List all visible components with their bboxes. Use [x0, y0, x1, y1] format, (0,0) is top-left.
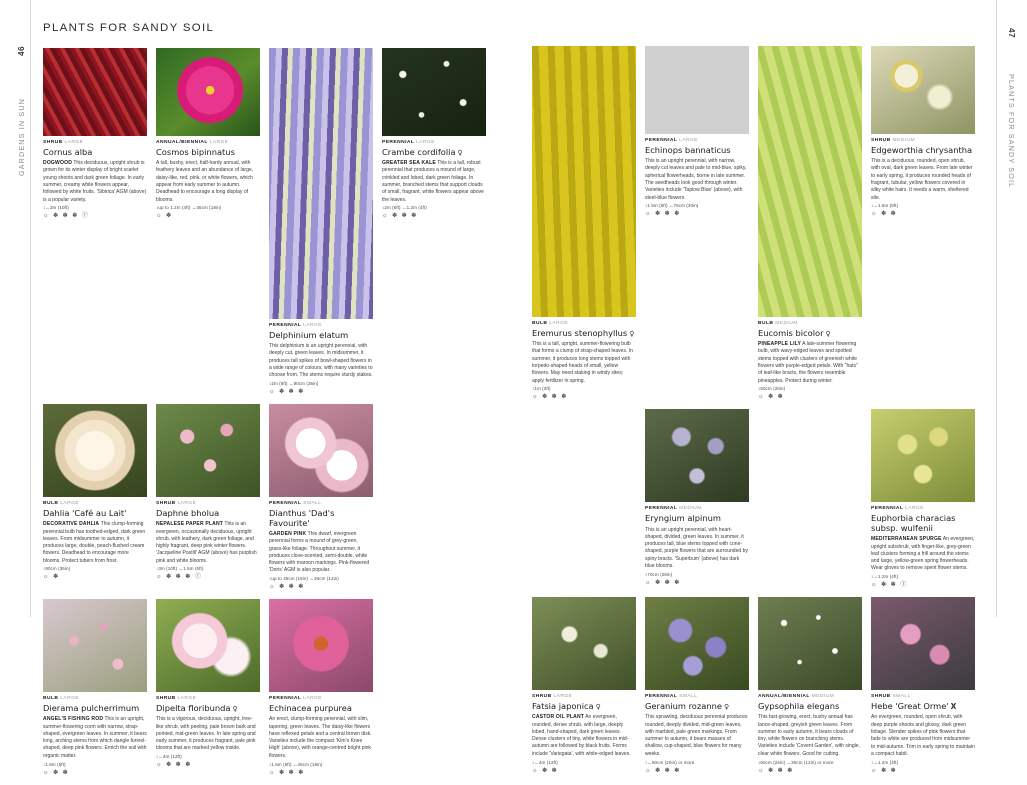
plant-size: LARGE: [60, 696, 80, 702]
plant-type: ANNUAL/BIENNIAL: [758, 694, 810, 700]
plant-size: SMALL: [679, 694, 698, 700]
care-symbols: ☼ ✽ ✽ ✽: [269, 583, 305, 591]
plant-name-text: Geranium rozanne: [645, 701, 722, 712]
description-text: This is an upright perennial, with heart-shaped, divided, green leaves. In summer, it produces tall, blue stems topped with cone-shaped, purple flowers that are surrounded by spiny bracts. 'Superbum' (above) has dark blue blooms.: [645, 526, 748, 569]
care-symbols: ☼ ✽ ✽ ✽: [645, 766, 681, 774]
plant-name: [645, 514, 749, 524]
grid-spacer: [382, 599, 495, 784]
common-name: NEPALESE PAPER PLANT: [156, 521, 224, 528]
category-label: [43, 140, 147, 145]
plant-entry[interactable]: [156, 404, 260, 590]
care-symbols: ☼ ✽: [156, 212, 173, 220]
category-label: [532, 694, 636, 699]
right-margin-label: PLANTS FOR SANDY SOIL: [1007, 74, 1016, 189]
plant-name-text: Edgeworthia chrysantha: [871, 144, 973, 155]
plant-name-text: Echinacea purpurea: [269, 703, 352, 714]
plant-photo: [758, 597, 862, 690]
plant-photo: [269, 599, 373, 692]
plant-photo: [532, 46, 636, 317]
plant-type: BULB: [758, 321, 774, 326]
plant-entry[interactable]: [758, 46, 862, 400]
plant-description: [269, 531, 373, 575]
entry-grid-verso: [43, 48, 496, 785]
plant-entry[interactable]: [269, 599, 373, 775]
plant-description: [871, 714, 975, 758]
description-text: This deciduous, upright shrub is grown for its winter display of bright scarlet young shoots and dark green foliage. In early summer, creamy white flowers appear, followed by white fruits. 'Sibirica' AGM (above) is a popular variety.: [43, 160, 147, 203]
plant-name: [871, 702, 975, 712]
plant-name: [382, 148, 486, 158]
agm-icon: ♀: [629, 329, 635, 338]
plant-size: LARGE: [905, 506, 924, 512]
plant-description: [758, 714, 862, 758]
plant-name-text: Crambe cordifolia: [382, 146, 456, 157]
category-label: [532, 321, 636, 326]
plant-type: PERENNIAL: [269, 501, 302, 507]
plant-size: MEDIUM: [892, 138, 915, 143]
description-text: This is an upright perennial, with narrow, deeply cut leaves and pale to mid-blue, spiky, spherical flowerheads, borne in late summer. The seedheads look good through winter. Varieties include 'Taplow Blue' (above), with steel-blue flowers.: [645, 158, 747, 201]
plant-description: [269, 343, 373, 379]
plant-size: LARGE: [177, 696, 197, 702]
category-label: [156, 501, 260, 506]
plant-type: SHRUB: [532, 694, 552, 700]
care-symbols: ☼ ✽ ✽ ✽ Ⓣ: [43, 212, 90, 220]
plant-photo: [156, 599, 260, 692]
common-name: DOGWOOD: [43, 160, 73, 167]
plant-entry[interactable]: [269, 48, 373, 395]
plant-type: BULB: [43, 501, 59, 507]
description-text: This is a tall, upright, summer-flowering bulb that forms a clump of strap-shaped leaves. In summer, it produces long stems topped with torpedo-shaped heads of small, yellow flowers. May need staking in windy sites; apply fertilizer in spring.: [532, 341, 633, 384]
plant-size: LARGE: [177, 501, 197, 507]
grid-spacer: [758, 409, 871, 597]
care-symbols: ☼ ✽ ✽ ✽: [382, 212, 418, 220]
category-label: [269, 323, 373, 328]
plant-name: [871, 146, 975, 156]
common-name: GARDEN PINK: [269, 531, 307, 538]
common-name: CASTOR OIL PLANT: [532, 714, 585, 721]
plant-entry[interactable]: [43, 599, 147, 775]
left-page-number: 46: [17, 45, 26, 56]
care-symbols: ☼ ✽ ✽ ✽: [156, 761, 192, 769]
category-label: [156, 140, 260, 145]
plant-photo: [156, 404, 260, 497]
description-text: This dwarf, evergreen perennial forms a mound of grey-green, grass-like foliage. Throughout summer, it produces clove-scented, semi-double, white flowers with maroon markings. Pink-flowered 'Doris' AGM is also popular.: [269, 531, 370, 574]
plant-dimensions: ↕1.5m (5ft): [43, 761, 66, 767]
care-symbols: ☼ ✽ ✽ ✽ Ⓣ: [156, 573, 203, 581]
plant-description: [156, 521, 260, 565]
plant-photo: [871, 597, 975, 690]
plant-dimensions: ↕90cm (36in): [43, 566, 71, 572]
common-name: MEDITERRANEAN SPURGE: [871, 536, 942, 543]
plant-description: [43, 160, 147, 204]
plant-dimensions: ↕1.5m (5ft) ↔45cm (18in): [269, 761, 323, 767]
care-symbols: ☼ ✽ ✽: [871, 766, 898, 774]
care-symbols: ☼ ✽ ✽ ✽: [269, 768, 305, 776]
category-label: [645, 506, 749, 511]
plant-dimensions: ↕↔1.2m (4ft): [871, 574, 899, 580]
plant-photo: [156, 48, 260, 136]
common-name: ANGEL'S FISHING ROD: [43, 716, 104, 723]
page-verso: [31, 0, 496, 776]
plant-size: LARGE: [679, 138, 698, 143]
plant-size: MEDIUM: [775, 321, 798, 326]
description-text: This fast-growing, erect, bushy annual has lance-shaped, greyish green leaves. From summer to early autumn, it bears clouds of tiny, white flowers on branching stems. Varieties include 'Covent Garden', with single, clear white flowers. Good for cutting.: [758, 714, 860, 757]
plant-type: PERENNIAL: [645, 506, 678, 512]
plant-dimensions: ↕↔50cm (20in) or more: [645, 759, 695, 765]
plant-entry[interactable]: [645, 46, 749, 400]
plant-dimensions: ↕↔1.2m (4ft): [871, 759, 899, 765]
plant-name-text: Eryngium alpinum: [645, 513, 721, 524]
plant-type: PERENNIAL: [269, 696, 302, 702]
plant-description: [758, 341, 862, 385]
plant-name-text: Cosmos bipinnatus: [156, 146, 235, 157]
agm-icon: ♀: [723, 703, 730, 712]
agm-icon: ♀: [457, 148, 463, 157]
plant-name-text: Dipelta floribunda: [156, 703, 231, 714]
plant-name-text: Eucomis bicolor: [758, 327, 824, 338]
description-text: This is an evergreen, occasionally deciduous, upright shrub, with leathery, dark green foliage, and highly fragrant, deep pink winter flowers. 'Jacqueline Postill' AGM (above) has purplish pink and white blooms.: [156, 521, 257, 564]
plant-name: [43, 148, 147, 158]
plant-size: LARGE: [60, 501, 80, 507]
plant-name-text: Delphinium elatum: [269, 329, 349, 340]
category-label: [43, 696, 147, 701]
category-label: [645, 138, 749, 143]
plant-dimensions: ↕↔3m (10ft): [43, 205, 69, 211]
category-label: [871, 138, 975, 143]
plant-name: [269, 331, 373, 341]
care-symbols: ☼ ✽ ✽ ✽: [758, 766, 794, 774]
plant-size: SMALL: [303, 501, 322, 507]
plant-description: [43, 521, 147, 565]
plant-size: MEDIUM: [679, 506, 702, 512]
plant-size: LARGE: [303, 696, 322, 702]
plant-name: [532, 702, 636, 712]
right-page-number: 47: [1007, 28, 1016, 39]
plant-dimensions: ↕2m (6ft) ↔90cm (36in): [269, 381, 319, 386]
plant-dimensions: ↕↔1.5m (5ft): [871, 203, 899, 209]
plant-entry[interactable]: [871, 46, 975, 400]
left-margin-label: GARDENS IN SUN: [17, 97, 26, 176]
plant-name: [758, 329, 862, 339]
plant-size: LARGE: [209, 140, 229, 145]
plant-entry[interactable]: [269, 404, 373, 590]
description-text: An evergreen, upright subshrub, with finger-like, grey-green leaf clusters forming a frill around the stems and large, yellow-green spring flowerheads. Wear gloves to remove spent flower stems.: [871, 536, 975, 572]
plant-type: PERENNIAL: [645, 138, 678, 143]
plant-dimensions: ↕1.5m (5ft) ↔75cm (30in): [645, 203, 699, 209]
plant-dimensions: ↕↔4m (12ft): [532, 759, 558, 765]
description-text: A tall, bushy, erect, half-hardy annual, with feathery leaves and an abundance of large, daisy-like, red, pink, or white flowers, which appear from early summer to autumn. Deadhead to encourage a long display of blooms.: [156, 160, 254, 203]
plant-type: BULB: [532, 321, 548, 326]
plant-type: SHRUB: [156, 501, 176, 507]
plant-photo: [871, 409, 975, 502]
category-label: [156, 696, 260, 701]
care-symbols: ☼ ✽ ✽ ✽: [269, 388, 305, 395]
description-text: This delphinium is an upright perennial, with deeply cut, green leaves. In midsummer, it produces tall spikes of bowl-shaped flowers in a wide range of colours, with many varieties to choose from. The stems require sturdy stakes.: [269, 343, 373, 379]
category-label: [871, 506, 975, 511]
agm-icon: ♀: [825, 329, 831, 338]
plant-description: [645, 527, 749, 571]
plant-size: LARGE: [553, 694, 573, 700]
plant-description: [871, 158, 975, 202]
plant-type: SHRUB: [156, 696, 176, 702]
description-text: This is a deciduous, rounded, open shrub, with oval, dark green leaves. From late winter to early spring, it produces rounded heads of fragrant, tubular, yellow flowers covered in silky white hairs. It needs a warm, sheltered site.: [871, 158, 973, 201]
category-label: [758, 694, 862, 699]
category-label: [269, 696, 373, 701]
plant-name-text: Daphne bholua: [156, 507, 220, 518]
plant-size: LARGE: [416, 140, 435, 145]
category-label: [871, 694, 975, 699]
plant-name-text: Cornus alba: [43, 146, 93, 157]
plant-photo: [43, 48, 147, 136]
plant-size: LARGE: [303, 323, 322, 328]
plant-photo: [43, 404, 147, 497]
plant-name-text: Gypsophila elegans: [758, 701, 840, 712]
page-title: PLANTS FOR SANDY SOIL: [43, 22, 215, 34]
description-text: An erect, clump-forming perennial, with slim, tapering, green leaves. The daisy-like flowers have reflexed petals and a central brown disk. Varieties include the compact 'Kim's Knee High' (above), with orange-centred bright pink flowers.: [269, 716, 372, 759]
page-recto: [496, 0, 996, 774]
plant-name: [269, 509, 373, 529]
plant-description: [645, 714, 749, 758]
category-label: [758, 321, 862, 326]
plant-name: [532, 329, 636, 339]
care-symbols: ☼ ✽ ✽: [532, 766, 559, 774]
plant-photo: [269, 48, 373, 319]
plant-entry[interactable]: [382, 48, 486, 395]
plant-description: [43, 716, 147, 760]
common-name: DECORATIVE DAHLIA: [43, 521, 100, 528]
plant-entry[interactable]: [532, 597, 636, 773]
plant-photo: [532, 597, 636, 690]
plant-entry[interactable]: [156, 48, 260, 395]
plant-name: [156, 148, 260, 158]
plant-type: PERENNIAL: [645, 694, 678, 700]
plant-name-text: Dahlia 'Café au Lait': [43, 507, 127, 518]
plant-name-text: Fatsia japonica: [532, 701, 594, 712]
plant-photo: [382, 48, 486, 136]
care-symbols: ☼ ✽ ✽ Ⓣ: [871, 581, 908, 589]
plant-name: [871, 514, 975, 534]
plant-dimensions: ↕2m (6ft) ↔1.2m (4ft): [382, 205, 427, 211]
plant-entry[interactable]: [871, 409, 975, 588]
description-text: An evergreen, rounded, open shrub, with deep purple shoots and glossy, dark green foliage. Slender spikes of pink flowers that fade to white are produced from midsummer to mid-autumn. Trim in early spring to maintain a compact habit.: [871, 714, 975, 757]
plant-description: [156, 716, 260, 752]
common-name: GREATER SEA KALE: [382, 160, 436, 167]
plant-name: [645, 146, 749, 156]
plant-dimensions: ↕1m (3ft): [532, 386, 551, 392]
description-text: This is an upright, summer-flowering corm with narrow, strap-shaped, evergreen leaves. In summer, it bears long, arching stems from which dangle funnel-shaped, deep pink flowers. Enrich the soil with organic matter.: [43, 716, 147, 759]
plant-dimensions: ↕70cm (28in): [645, 571, 673, 577]
plant-name-text: Echinops bannaticus: [645, 144, 731, 155]
plant-dimensions: ↕up to 45cm (18in) ↔30cm (12in): [269, 576, 339, 582]
plant-entry[interactable]: [43, 48, 147, 395]
plant-dimensions: ↕3m (10ft) ↔1.5m (5ft): [156, 566, 204, 572]
plant-dimensions: ↕↔4m (12ft): [156, 754, 182, 760]
plant-size: LARGE: [64, 140, 84, 145]
plant-type: SHRUB: [871, 138, 891, 143]
description-text: A late-summer flowering bulb, with wavy-edged leaves and spotted stems topped with clusters of greenish white flowers with purple-edged petals. With "hats" of leaf-like bracts, the flowers resemble pineapples. Protect during winter.: [758, 341, 858, 384]
plant-photo: [645, 409, 749, 502]
common-name: PINEAPPLE LILY: [758, 341, 801, 348]
plant-name: [43, 509, 147, 519]
plant-size: MEDIUM: [811, 694, 835, 700]
care-symbols: ☼ ✽ ✽: [871, 210, 898, 218]
plant-entry[interactable]: [43, 404, 147, 590]
plant-description: [156, 160, 260, 204]
plant-dimensions: ↕up to 1.2m (4ft) ↔45cm (18in): [156, 205, 222, 211]
plant-photo: [645, 46, 749, 134]
plant-description: [532, 714, 636, 758]
cross-icon: X: [950, 702, 957, 712]
plant-photo: [871, 46, 975, 134]
category-label: [645, 694, 749, 699]
description-text: This is a tall, robust perennial that produces a mound of large, crinkled and lobed, dark green foliage. In summer, branched stems that support clouds of small, fragrant, white flowers appear above the leaves.: [382, 160, 484, 203]
plant-description: [532, 341, 636, 385]
plant-name-text: Dierama pulcherrimum: [43, 703, 140, 714]
plant-photo: [758, 46, 862, 317]
plant-type: SHRUB: [43, 140, 63, 145]
grid-spacer: [382, 404, 495, 599]
plant-size: SMALL: [892, 694, 911, 700]
plant-name-text: Hebe 'Great Orme': [871, 701, 949, 712]
care-symbols: ☼ ✽ ✽ ✽: [645, 578, 681, 586]
plant-type: BULB: [43, 696, 59, 702]
left-margin-strip: [0, 0, 31, 617]
plant-description: [269, 716, 373, 760]
care-symbols: ☼ ✽ ✽ ✽: [645, 210, 681, 218]
care-symbols: ☼ ✽: [43, 573, 60, 581]
description-text: This is a vigorous, deciduous, upright, tree-like shrub, with peeling, pale brown bark and pointed, mid-green leaves. In late spring and early summer, it produces fragrant, pale pink blooms that are marked yellow inside.: [156, 716, 256, 752]
category-label: [269, 501, 373, 506]
plant-name: [645, 702, 749, 712]
plant-name: [758, 702, 862, 712]
description-text: This clump-forming perennial bulb has toothed-edged, dark green leaves. From midsummer to autumn, it produces large, double, peach-flushed cream flowers. Deadhead to encourage more blooms. Protect tubers from frost.: [43, 521, 146, 564]
plant-name-text: Dianthus 'Dad's Favourite': [269, 507, 335, 528]
plant-type: PERENNIAL: [382, 140, 415, 145]
care-symbols: ☼ ✽ ✽ ✽: [532, 393, 568, 401]
plant-entry[interactable]: [156, 599, 260, 775]
description-text: This sprawling, deciduous perennial produces rounded, deeply divided, mid-green leaves, with marbled, pale green markings. From summer to autumn, it bears masses of shallow, cup-shaped, blue flowers for many weeks.: [645, 714, 748, 757]
plant-description: [871, 536, 975, 572]
plant-photo: [645, 597, 749, 690]
plant-entry[interactable]: [645, 409, 749, 588]
entry-grid-recto: [532, 46, 984, 783]
plant-photo: [43, 599, 147, 692]
plant-dimensions: ↕60cm (24in) ↔30cm (12in) or more: [758, 759, 834, 765]
plant-type: SHRUB: [871, 694, 891, 700]
description-text: An evergreen, rounded, dense shrub, with large, deeply lobed, hand-shaped, dark green leaves. Dense clusters of tiny, white flowers in mid-autumn are followed by black fruits. Forms include 'Variegata', with white-edged leaves.: [532, 714, 631, 757]
plant-type: ANNUAL/BIENNIAL: [156, 140, 208, 145]
care-symbols: ☼ ✽ ✽: [43, 768, 70, 776]
plant-type: PERENNIAL: [871, 506, 904, 512]
grid-spacer: [532, 409, 645, 597]
plant-name: [269, 704, 373, 714]
plant-name: [156, 509, 260, 519]
agm-icon: ♀: [232, 705, 238, 714]
category-label: [43, 501, 147, 506]
plant-entry[interactable]: [645, 597, 749, 773]
plant-entry[interactable]: [532, 46, 636, 400]
plant-type: PERENNIAL: [269, 323, 302, 328]
right-margin-strip: [996, 0, 1027, 617]
plant-size: LARGE: [549, 321, 569, 326]
plant-name-text: Euphorbia characias subsp. wulfenii: [871, 513, 956, 534]
plant-dimensions: ↕50cm (20in): [758, 386, 786, 392]
margin-rule: [996, 0, 997, 617]
plant-entry[interactable]: [871, 597, 975, 773]
plant-name-text: Eremurus stenophyllus: [532, 327, 628, 338]
plant-name: [156, 704, 260, 714]
category-label: [382, 140, 486, 145]
plant-description: [382, 160, 486, 204]
plant-description: [645, 158, 749, 202]
plant-entry[interactable]: [758, 597, 862, 773]
plant-name: [43, 704, 147, 714]
agm-icon: ♀: [595, 703, 601, 712]
care-symbols: ☼ ✽ ✽: [758, 393, 785, 401]
plant-photo: [269, 404, 373, 497]
